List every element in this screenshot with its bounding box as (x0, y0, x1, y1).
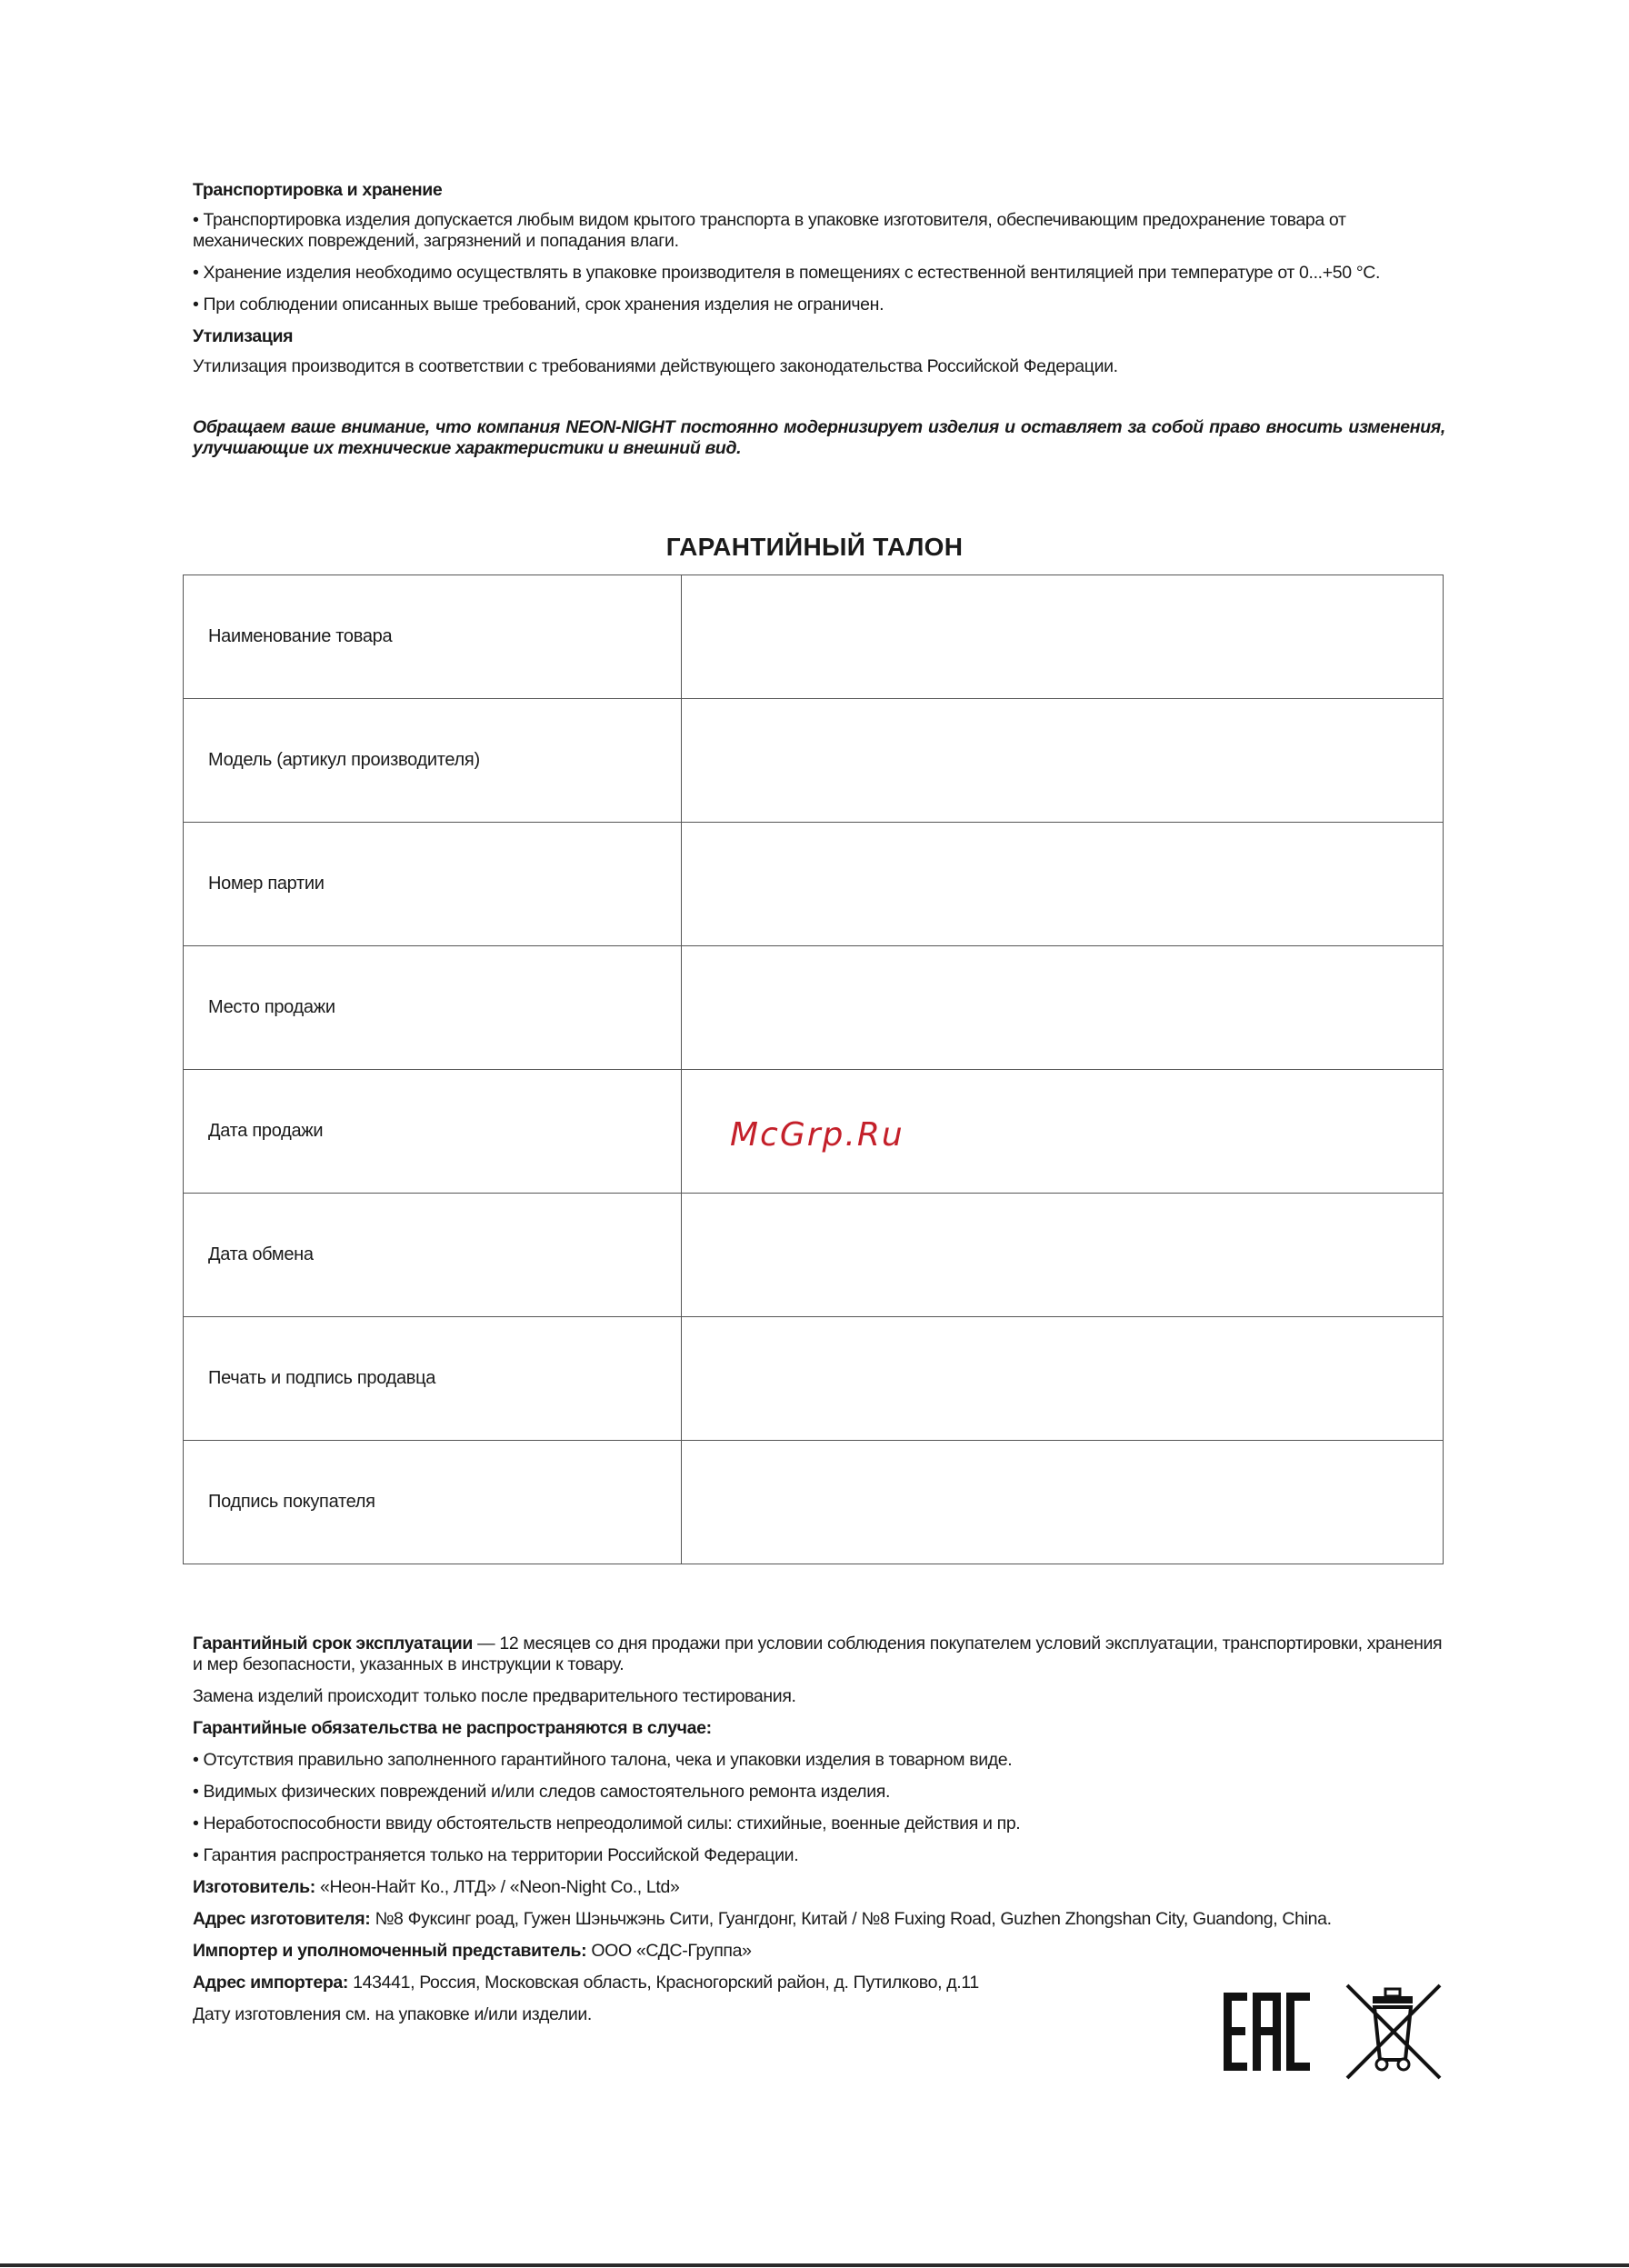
importer-line (193, 1941, 1445, 1962)
table-row (184, 1194, 1444, 1317)
table-row (184, 699, 1444, 823)
crossed-out-wheelie-bin-icon (1338, 1976, 1447, 2085)
row-value-batch-number[interactable] (682, 823, 1444, 946)
row-value-exchange-date[interactable] (682, 1194, 1444, 1317)
row-value-place-of-sale[interactable] (682, 946, 1444, 1070)
row-label-buyer-signature: Подпись покупателя (184, 1441, 682, 1564)
row-label-batch-number: Номер партии (184, 823, 682, 946)
warranty-card-title: ГАРАНТИЙНЫЙ ТАЛОН (665, 533, 964, 561)
storage-bullet: • Хранение изделия необходимо осуществлять в упаковке производителя в помещениях с естественной вентиляцией при температуре от 0...+50 °С. (193, 263, 1381, 283)
table-row (184, 823, 1444, 946)
transport-heading: Транспортировка и хранение (193, 180, 443, 200)
certification-marks (1220, 1976, 1447, 2085)
manufacturer-line (193, 1877, 1445, 1898)
disposal-heading: Утилизация (193, 326, 294, 346)
importer-address-value: 143441, Россия, Московская область, Красногорский район, д. Путилково, д.11 (348, 1973, 979, 1993)
row-label-exchange-date: Дата обмена (184, 1194, 682, 1317)
page-bottom-rule (0, 2263, 1629, 2267)
storage-term-bullet: • При соблюдении описанных выше требований, срок хранения изделия не ограничен. (193, 295, 884, 315)
manufacturer-value: «Неон-Найт Ко., ЛТД» / «Neon-Night Co., Ltd» (315, 1877, 680, 1897)
manufacturer-label: Изготовитель: (193, 1877, 315, 1897)
row-label-seller-stamp: Печать и подпись продавца (184, 1317, 682, 1441)
warranty-period (193, 1634, 1445, 1675)
manufacturer-address-value: №8 Фуксинг роад, Гужен Шэньчжэнь Сити, Гуангдонг, Китай / №8 Fuxing Road, Guzhen Zhongshan City, Guandong, China. (370, 1909, 1332, 1929)
row-value-seller-stamp[interactable] (682, 1317, 1444, 1441)
importer-address-label: Адрес импортера: (193, 1973, 349, 1993)
row-value-product-name[interactable] (682, 575, 1444, 699)
row-label-date-of-sale: Дата продажи (184, 1070, 682, 1194)
exclusion-item: • Неработоспособности ввиду обстоятельств непреодолимой силы: стихийные, военные действия и пр. (193, 1813, 1021, 1833)
exclusion-item: • Гарантия распространяется только на территории Российской Федерации. (193, 1845, 799, 1865)
warranty-period-label: Гарантийный срок эксплуатации (193, 1634, 474, 1654)
warranty-period-text: — 12 месяцев со дня продажи при условии соблюдения покупателем условий эксплуатации, транспортировки, хранения и мер безопасности, указанных в инструкции к товару. (193, 1634, 1443, 1674)
manufacturer-address-line (193, 1909, 1445, 1930)
importer-label: Импортер и уполномоченный представитель: (193, 1941, 587, 1961)
row-value-model[interactable] (682, 699, 1444, 823)
row-value-buyer-signature[interactable] (682, 1441, 1444, 1564)
table-row (184, 946, 1444, 1070)
exclusion-item: • Видимых физических повреждений и/или следов самостоятельного ремонта изделия. (193, 1782, 891, 1802)
manufacture-date-note: Дату изготовления см. на упаковке и/или изделии. (193, 2004, 593, 2024)
exclusions-heading: Гарантийные обязательства не распространяются в случае: (193, 1718, 712, 1738)
importer-value: ООО «СДС-Группа» (586, 1941, 752, 1961)
table-row (184, 575, 1444, 699)
exclusion-item: • Отсутствия правильно заполненного гарантийного талона, чека и упаковки изделия в товарном виде. (193, 1750, 1013, 1770)
row-label-product-name: Наименование товара (184, 575, 682, 699)
disposal-text: Утилизация производится в соответствии с требованиями действующего законодательства Российской Федерации. (193, 356, 1118, 376)
warranty-card-table (183, 574, 1444, 1564)
modernization-notice: Обращаем ваше внимание, что компания NEON-NIGHT постоянно модернизирует изделия и оставляет за собой право вносить изменения, улучшающие их технические характеристики и внешний вид. (193, 417, 1445, 458)
table-row (184, 1317, 1444, 1441)
manufacturer-address-label: Адрес изготовителя: (193, 1909, 371, 1929)
transport-and-disposal-section (193, 180, 1445, 459)
row-label-model: Модель (артикул производителя) (184, 699, 682, 823)
row-label-place-of-sale: Место продажи (184, 946, 682, 1070)
replacement-note: Замена изделий происходит только после предварительного тестирования. (193, 1686, 796, 1706)
table-row (184, 1441, 1444, 1564)
transport-bullet: • Транспортировка изделия допускается любым видом крытого транспорта в упаковке изготовителя, обеспечивающим предохранение товара от механических повреждений, загрязнений и попадания влаги. (193, 210, 1346, 251)
watermark: McGrp.Ru (730, 1116, 904, 1154)
